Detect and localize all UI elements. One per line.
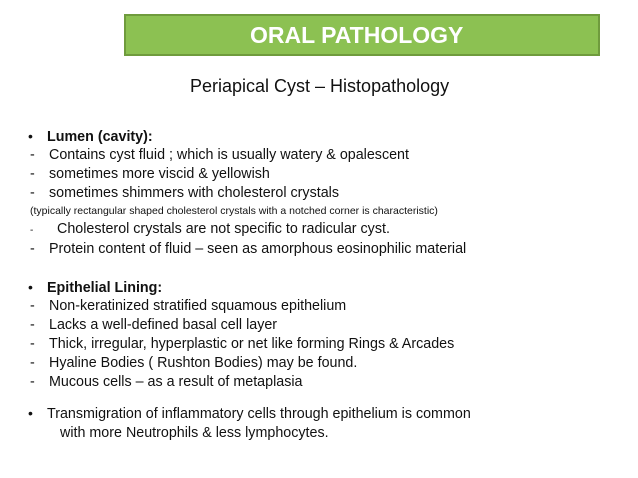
dash-icon: - xyxy=(30,147,35,163)
list-item: - sometimes more viscid & yellowish xyxy=(30,166,270,182)
list-item: - Cholesterol crystals are not specific to radicular cyst. xyxy=(30,220,390,240)
transmigration-line-1: Transmigration of inflammatory cells through epithelium is common xyxy=(47,406,471,422)
bullet-icon: • xyxy=(28,405,33,421)
epithelium-heading-row xyxy=(28,278,162,297)
transmigration-line-2: with more Neutrophils & less lymphocytes. xyxy=(60,425,329,441)
transmigration-row xyxy=(28,404,471,423)
dash-icon: - xyxy=(30,355,35,371)
list-item: - Hyaline Bodies ( Rushton Bodies) may be found. xyxy=(30,355,358,371)
dash-icon: - xyxy=(30,317,35,333)
slide-title: ORAL PATHOLOGY xyxy=(250,22,464,48)
list-item: - sometimes shimmers with cholesterol crystals xyxy=(30,185,339,201)
dash-icon: - xyxy=(30,374,35,390)
bullet-icon: • xyxy=(28,128,33,144)
list-item: - Mucous cells – as a result of metaplasia xyxy=(30,374,303,390)
list-item: - Non-keratinized stratified squamous epithelium xyxy=(30,298,347,314)
dash-icon: - xyxy=(30,225,34,236)
list-item: - Protein content of fluid – seen as amorphous eosinophilic material xyxy=(30,241,467,257)
epithelium-heading: Epithelial Lining: xyxy=(47,280,163,296)
list-item: - Lacks a well-defined basal cell layer xyxy=(30,317,278,333)
list-item: - Contains cyst fluid ; which is usually watery & opalescent xyxy=(30,147,409,163)
dash-icon: - xyxy=(30,336,35,352)
dash-icon: - xyxy=(30,185,35,201)
list-item: - Thick, irregular, hyperplastic or net like forming Rings & Arcades xyxy=(30,336,455,352)
dash-icon: - xyxy=(30,298,35,314)
lumen-note: (typically rectangular shaped cholesterol crystals with a notched corner is characteristic) xyxy=(30,205,438,217)
dash-icon: - xyxy=(30,166,35,182)
slide-subtitle: Periapical Cyst – Histopathology xyxy=(190,76,450,96)
lumen-heading-row xyxy=(28,127,153,146)
bullet-icon: • xyxy=(28,279,33,295)
lumen-heading: Lumen (cavity): xyxy=(47,129,153,145)
dash-icon: - xyxy=(30,241,35,257)
